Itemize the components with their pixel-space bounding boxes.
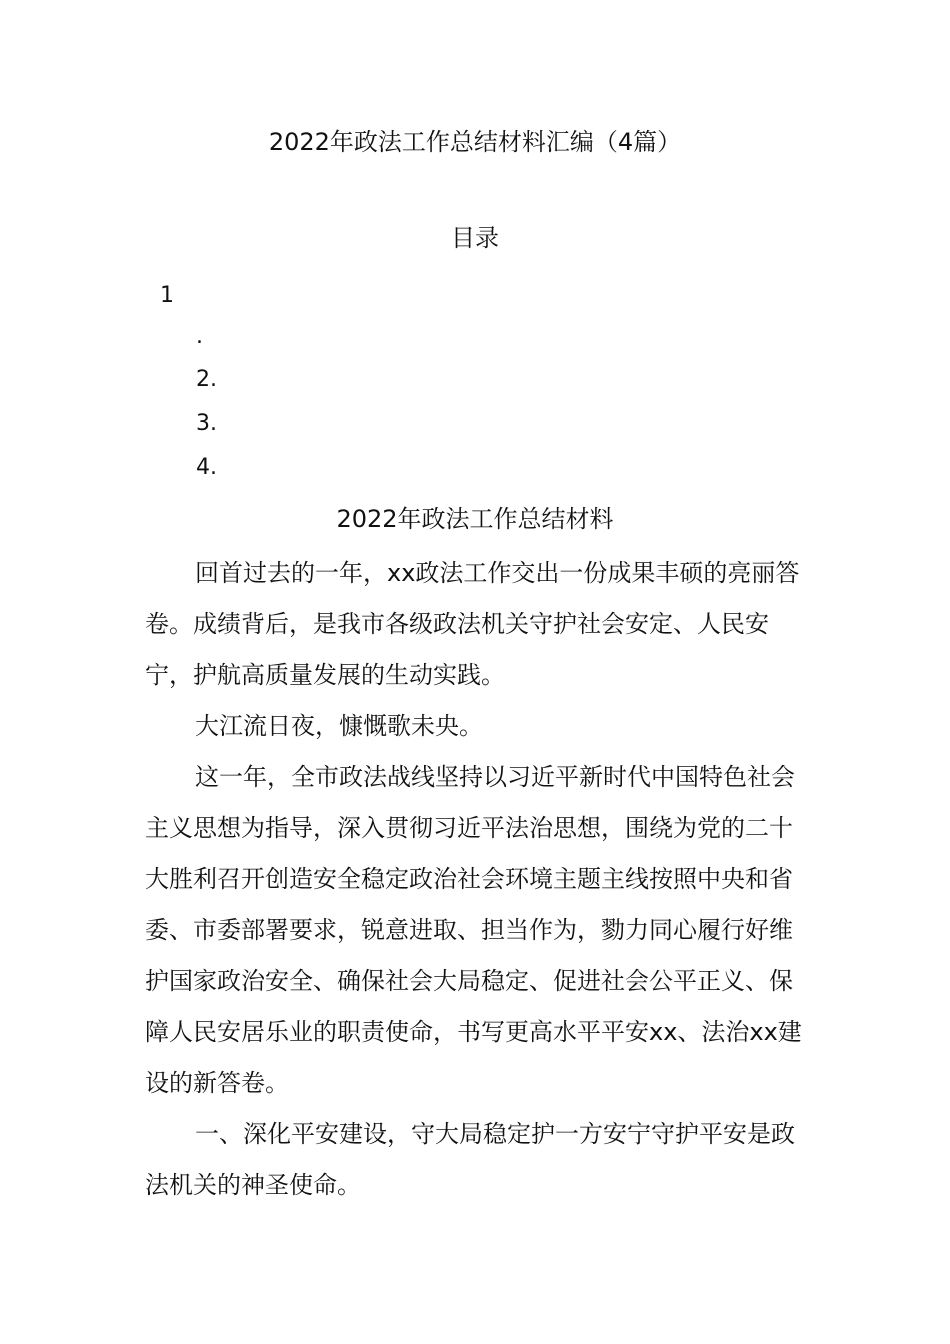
body-text: [145, 548, 810, 1211]
paragraph: 大江流日夜，慷慨歌未央。: [195, 712, 483, 740]
toc-item: 4.: [196, 455, 217, 480]
toc-item: .: [196, 324, 203, 349]
toc-item: 2.: [196, 367, 217, 392]
paragraph: 这一年，全市政法战线坚持以习近平新时代中国特色社会主义思想为指导，深入贯彻习近平法治思想，围绕为党的二十大胜利召开创造安全稳定政治社会环境主题主线按照中央和省委、市委部署要求，锐意进取、担当作为，勠力同心履行好维护国家政治安全、确保社会大局稳定、促进社会公平正义、保障人民安居乐业的职责使命，书写更高水平平安xx、法治xx建设的新答卷。: [145, 763, 802, 1097]
section-title: 2022年政法工作总结材料: [336, 505, 614, 533]
toc-item: 1: [160, 283, 174, 308]
paragraph: 一、深化平安建设，守大局稳定护一方安宁守护平安是政法机关的神圣使命。: [145, 1120, 795, 1199]
paragraph: 回首过去的一年，xx政法工作交出一份成果丰硕的亮丽答卷。成绩背后，是我市各级政法机关守护社会安定、人民安宁，护航高质量发展的生动实践。: [145, 559, 800, 689]
document-title: 2022年政法工作总结材料汇编（4篇）: [268, 128, 682, 156]
toc-heading: 目录: [451, 224, 499, 252]
toc-item: 3.: [196, 411, 217, 436]
